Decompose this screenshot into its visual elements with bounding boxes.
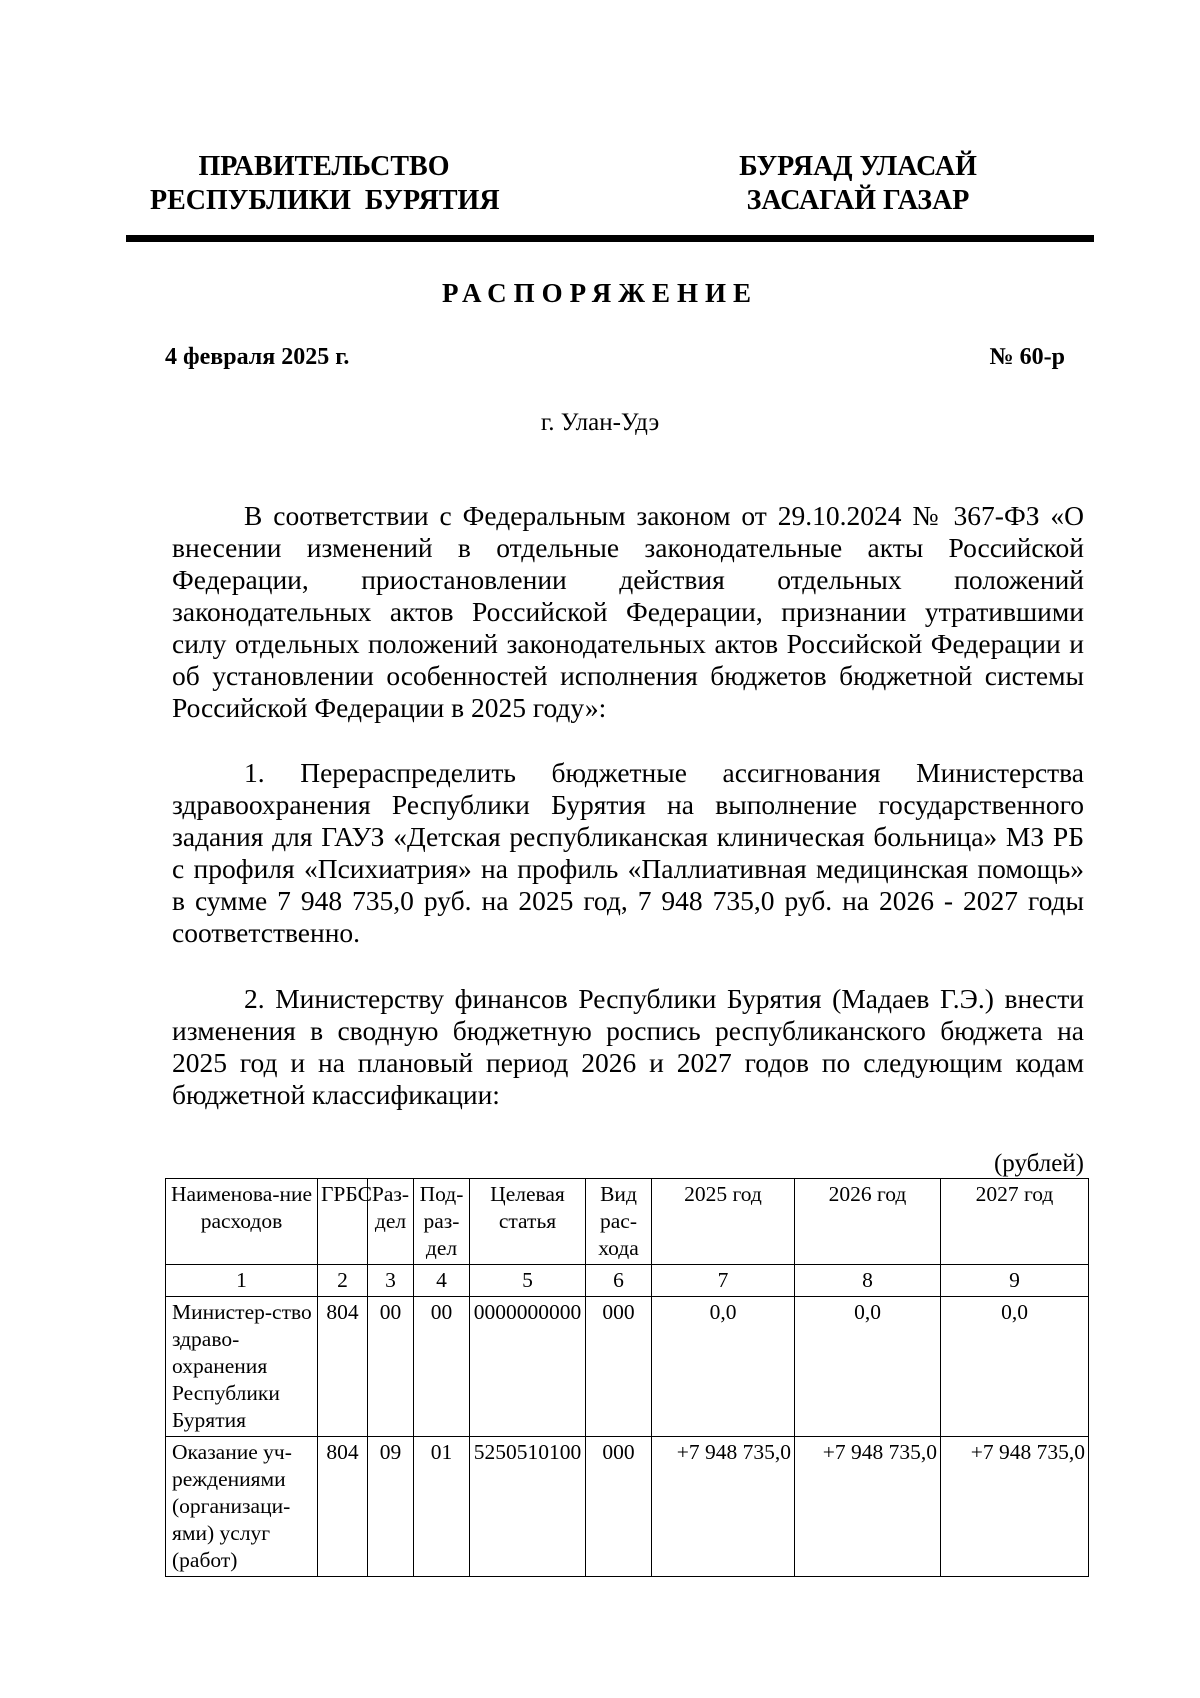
- column-number: 1: [166, 1265, 318, 1297]
- header-divider: [126, 235, 1094, 242]
- column-number: 3: [368, 1265, 414, 1297]
- column-number: 9: [941, 1265, 1089, 1297]
- amount-2026-cell: +7 948 735,0: [795, 1437, 941, 1577]
- column-number: 2: [318, 1265, 368, 1297]
- target-article-cell: 0000000000: [470, 1297, 586, 1437]
- column-number: 5: [470, 1265, 586, 1297]
- amount-2027-cell: +7 948 735,0: [941, 1437, 1089, 1577]
- row-name-cell: Оказание уч-реждениями (организаци-ями) услуг (работ): [166, 1437, 318, 1577]
- column-number: 4: [414, 1265, 470, 1297]
- paragraph-item-1: 1. Перераспределить бюджетные ассигнования Министерства здравоохранения Республики Бурятия на выполнение государственного задания для ГАУЗ «Детская республиканская клиническая больница» МЗ РБ с профиля «Психиатрия» на профиль «Паллиативная медицинская помощь» в сумме 7 948 735,0 руб. на 2025 год, 7 948 735,0 руб. на 2026 - 2027 годы соответственно.: [172, 757, 1084, 948]
- expense-type-cell: 000: [586, 1437, 652, 1577]
- subsection-cell: 01: [414, 1437, 470, 1577]
- header-cell: Вид рас-хода: [586, 1179, 652, 1265]
- table-row: [166, 1297, 1089, 1437]
- grbs-cell: 804: [318, 1297, 368, 1437]
- header-right-line2: ЗАСАГАЙ ГАЗАР: [746, 185, 970, 216]
- amount-2026-cell: 0,0: [795, 1297, 941, 1437]
- amount-2027-cell: 0,0: [941, 1297, 1089, 1437]
- subsection-cell: 00: [414, 1297, 470, 1437]
- budget-table: [165, 1178, 1089, 1577]
- header-cell: 2026 год: [795, 1179, 941, 1265]
- row-name-cell: Министер-ство здраво-охранения Республики Бурятия: [166, 1297, 318, 1437]
- table-row: [166, 1437, 1089, 1577]
- header-cell: 2025 год: [652, 1179, 795, 1265]
- document-city: г. Улан-Удэ: [540, 409, 660, 436]
- section-cell: 00: [368, 1297, 414, 1437]
- header-right-line1: БУРЯАД УЛАСАЙ: [739, 151, 977, 182]
- header-right: [708, 150, 1008, 218]
- header-left-line2: РЕСПУБЛИКИ БУРЯТИЯ: [150, 185, 500, 216]
- header-cell: Наименова-ние расходов: [166, 1179, 318, 1265]
- document-number: № 60-р: [989, 344, 1065, 370]
- expense-type-cell: 000: [586, 1297, 652, 1437]
- table-number-row: [166, 1265, 1089, 1297]
- column-number: 8: [795, 1265, 941, 1297]
- paragraph-item-2: 2. Министерству финансов Республики Бурятия (Мадаев Г.Э.) внести изменения в сводную бюджетную роспись республиканского бюджета на 2025 год и на плановый период 2026 и 2027 годов по следующим кодам бюджетной классификации:: [172, 983, 1084, 1110]
- column-number: 6: [586, 1265, 652, 1297]
- section-cell: 09: [368, 1437, 414, 1577]
- grbs-cell: 804: [318, 1437, 368, 1577]
- column-number: 7: [652, 1265, 795, 1297]
- amount-2025-cell: +7 948 735,0: [652, 1437, 795, 1577]
- document-date: 4 февраля 2025 г.: [165, 344, 350, 370]
- header-cell: 2027 год: [941, 1179, 1089, 1265]
- table-header-row: [166, 1179, 1089, 1265]
- header-cell: Раз-дел: [368, 1179, 414, 1265]
- header-left-line1: ПРАВИТЕЛЬСТВО: [198, 151, 450, 182]
- target-article-cell: 5250510100: [470, 1437, 586, 1577]
- header-cell: Под-раз-дел: [414, 1179, 470, 1265]
- header-left: [150, 150, 498, 218]
- table-unit-label: (рублей): [993, 1150, 1084, 1177]
- paragraph-preamble: В соответствии с Федеральным законом от 29.10.2024 № 367-ФЗ «О внесении изменений в отдельные законодательные акты Российской Федерации, приостановлении действия отдельных положений законодательных актов Российской Федерации, признании утратившими силу отдельных положений законодательных актов Российской Федерации и об установлении особенностей исполнения бюджетов бюджетной системы Российской Федерации в 2025 году»:: [172, 500, 1084, 723]
- document-title: РАСПОРЯЖЕНИЕ: [441, 278, 759, 308]
- header-cell: Целевая статья: [470, 1179, 586, 1265]
- amount-2025-cell: 0,0: [652, 1297, 795, 1437]
- header-cell: ГРБС: [318, 1179, 368, 1265]
